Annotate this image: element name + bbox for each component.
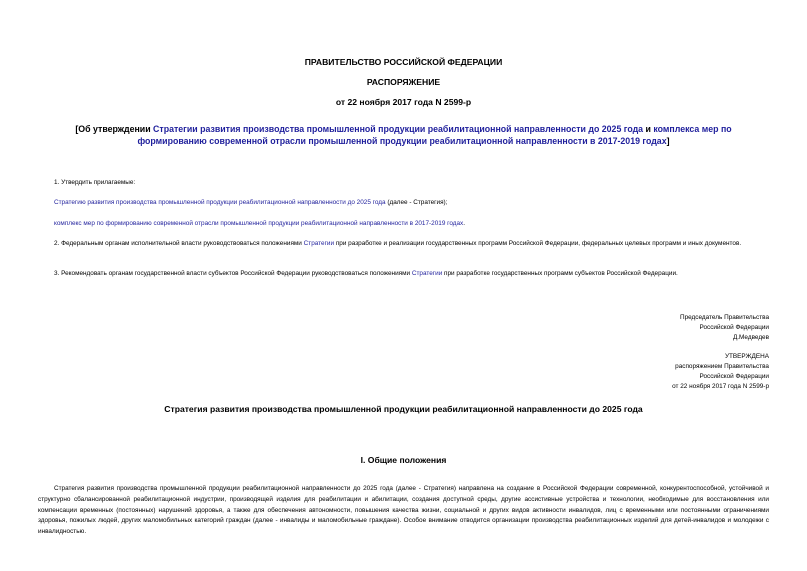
p2-after: при разработке и реализации государственных программ Российской Федерации, федеральных целевых программ и иных документов. xyxy=(334,240,742,247)
strategy-title-link[interactable]: Стратегии развития производства промышленной продукции реабилитационной направленности до 2025 года xyxy=(153,124,644,134)
signature-block xyxy=(680,313,769,343)
paragraph-strategy xyxy=(54,198,447,207)
approved-line-3: Российской Федерации xyxy=(699,373,769,380)
document-type-heading: РАСПОРЯЖЕНИЕ xyxy=(366,77,441,87)
signature-line-3: Д.Медведев xyxy=(732,334,769,341)
p2-before: 2. Федеральным органам исполнительной власти руководствоваться положениями xyxy=(54,240,304,247)
p3-before: 3. Рекомендовать органам государственной власти субъектов Российской Федерации руководствоваться положениями xyxy=(54,270,412,277)
approved-block xyxy=(672,352,769,392)
title-and: и xyxy=(643,124,654,134)
p2-strategy-link[interactable]: Стратегии xyxy=(303,240,335,247)
p3-strategy-link[interactable]: Стратегии xyxy=(411,270,443,277)
strategy-heading: Стратегия развития производства промышленной продукции реабилитационной направленности до 2025 года xyxy=(164,404,643,414)
approved-line-2: распоряжением Правительства xyxy=(675,363,769,370)
title-open: [Об утверждении xyxy=(75,124,154,134)
paragraph-complex xyxy=(54,219,465,228)
approved-line-1: УТВЕРЖДЕНА xyxy=(724,353,769,360)
title-close: ] xyxy=(666,135,670,146)
strategy-suffix: (далее - Стратегия); xyxy=(385,199,448,206)
government-heading: ПРАВИТЕЛЬСТВО РОССИЙСКОЙ ФЕДЕРАЦИИ xyxy=(304,57,503,67)
section-paragraph: Стратегия развития производства промышленной продукции реабилитационной направленности до 2025 года (далее - Стратегия) направлена на создание в Российской Федерации современной, конкурентоспособной, устойчивой и структурно сбалансированной реабилитационной индустрии, производящей изделия для реабилитации и абилитации, создания доступной среды, другие ассистивные устройства и технологии, необходимые для восстановления или компенсации временных (постоянных) нарушений здоровья, а также для обеспечения автономности, повышения качества жизни, социальной и других видов активности инвалидов, лиц с временными или постоянными ограничениями здоровья, пожилых людей, других маломобильных категорий граждан (далее - инвалиды и маломобильные граждане). Особое внимание отводится организации производства реабилитационных изделий для детей-инвалидов и молодежи с инвалидностью. xyxy=(38,485,769,536)
complex-title-link[interactable]: комплекса мер по формированию современной отрасли промышленной продукции реабилитационной направленности в 2017-2019 годах xyxy=(137,124,732,146)
signature-line-2: Российской Федерации xyxy=(699,324,769,331)
document-date-heading: от 22 ноября 2017 года N 2599-р xyxy=(335,97,472,107)
complex-suffix: . xyxy=(463,220,466,227)
paragraph-3 xyxy=(54,269,678,278)
paragraph-1: 1. Утвердить прилагаемые: xyxy=(54,179,136,186)
document-title xyxy=(70,124,737,147)
paragraph-2 xyxy=(38,239,769,248)
complex-link[interactable]: комплекс мер по формированию современной отрасли промышленной продукции реабилитационной направленности в 2017-2019 годах xyxy=(54,220,464,227)
strategy-link[interactable]: Стратегию развития производства промышленной продукции реабилитационной направленности до 2025 года xyxy=(54,199,386,206)
p3-after: при разработке государственных программ субъектов Российской Федерации. xyxy=(442,270,678,277)
signature-line-1: Председатель Правительства xyxy=(680,314,769,321)
approved-line-4: от 22 ноября 2017 года N 2599-р xyxy=(672,383,769,390)
section-heading: I. Общие положения xyxy=(360,455,447,465)
